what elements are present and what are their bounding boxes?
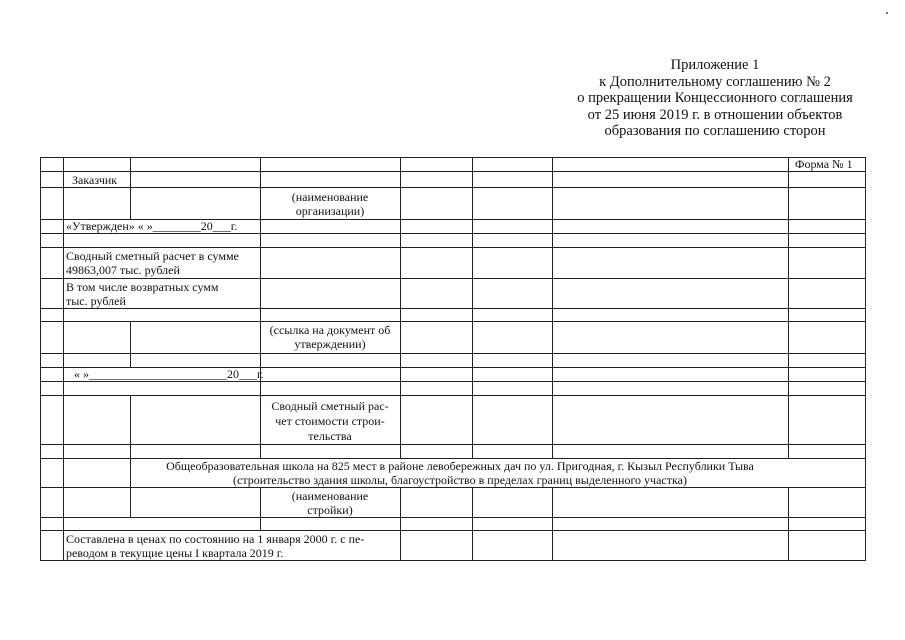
column-divider	[472, 487, 473, 561]
construction-name-hint-line-2: стройки)	[307, 503, 353, 517]
returnable-sums	[66, 280, 218, 308]
construction-object	[132, 459, 788, 487]
construction-name-hint	[262, 489, 398, 517]
table-border-left	[40, 157, 41, 561]
column-divider	[788, 157, 789, 458]
header-line-3: о прекращении Концессионного соглашения	[577, 90, 853, 106]
column-divider	[130, 157, 131, 219]
table-rule	[40, 171, 866, 172]
table-rule	[40, 487, 866, 488]
column-divider	[63, 157, 64, 561]
returnable-sums-line-1: В том числе возвратных сумм	[66, 280, 219, 294]
summary-amount-line-2: 49863,007 тыс. рублей	[66, 263, 180, 277]
table-rule	[40, 444, 866, 445]
table-rule	[40, 381, 866, 382]
column-divider	[400, 157, 401, 458]
form-number: Форма № 1	[795, 157, 853, 171]
table-rule	[40, 233, 866, 234]
calc-title	[262, 399, 398, 444]
column-divider	[260, 157, 261, 458]
header-line-1: Приложение 1	[670, 57, 760, 73]
table-rule	[40, 247, 866, 248]
org-name-hint-line-2: организации)	[295, 204, 365, 218]
calc-title-line-1: Сводный сметный рас-	[271, 399, 389, 413]
org-name-hint	[262, 190, 398, 218]
column-divider	[788, 487, 789, 561]
table-rule	[40, 321, 866, 322]
calc-title-line-2: чет стоимости строи-	[275, 414, 385, 428]
column-divider	[130, 395, 131, 517]
table-rule	[40, 157, 866, 158]
calc-title-line-3: тельства	[308, 429, 352, 443]
construction-name-hint-line-1: (наименование	[291, 489, 369, 503]
table-border-right	[865, 157, 866, 561]
table-rule	[40, 353, 866, 354]
column-divider	[400, 487, 401, 561]
approval-doc-hint-line-1: (ссылка на документ об	[269, 323, 391, 337]
summary-amount-line-1: Сводный сметный расчет в сумме	[66, 249, 239, 263]
table-rule	[40, 187, 866, 188]
approval-doc-hint-line-2: утверждении)	[294, 337, 366, 351]
column-divider	[552, 487, 553, 561]
column-divider	[552, 157, 553, 458]
price-basis	[66, 532, 364, 560]
header-line-2: к Дополнительному соглашению № 2	[599, 73, 831, 90]
table-rule	[40, 308, 866, 309]
table-rule	[40, 560, 866, 561]
construction-object-line-2: (строительство здания школы, благоустройство в пределах границ выделенного участка)	[233, 473, 687, 487]
header-line-4: от 25 июня 2019 г. в отношении объектов	[587, 106, 843, 123]
table-rule	[40, 278, 866, 279]
summary-amount	[66, 249, 239, 277]
price-basis-line-1: Составлена в ценах по состоянию на 1 января 2000 г. с пе-	[66, 532, 365, 546]
column-divider	[130, 321, 131, 367]
construction-object-line-1: Общеобразовательная школа на 825 мест в районе левобережных дач по ул. Пригодная, г. Кызыл Республики Тыва	[166, 459, 754, 473]
date-line: « »_______________________20___г.	[74, 367, 264, 381]
column-divider	[260, 487, 261, 530]
customer-label: Заказчик	[72, 173, 118, 187]
table-rule	[40, 530, 866, 531]
approval-doc-hint	[262, 323, 398, 351]
column-divider	[472, 157, 473, 458]
table-rule	[40, 517, 866, 518]
returnable-sums-line-2: тыс. рублей	[66, 294, 126, 308]
approved-line: «Утвержден» « »________20___г.	[66, 219, 238, 233]
price-basis-line-2: реводом в текущие цены I квартала 2019 г.	[66, 546, 284, 560]
org-name-hint-line-1: (наименование	[291, 190, 369, 204]
table-rule	[40, 395, 866, 396]
header-line-5: образования по соглашению сторон	[604, 123, 826, 139]
